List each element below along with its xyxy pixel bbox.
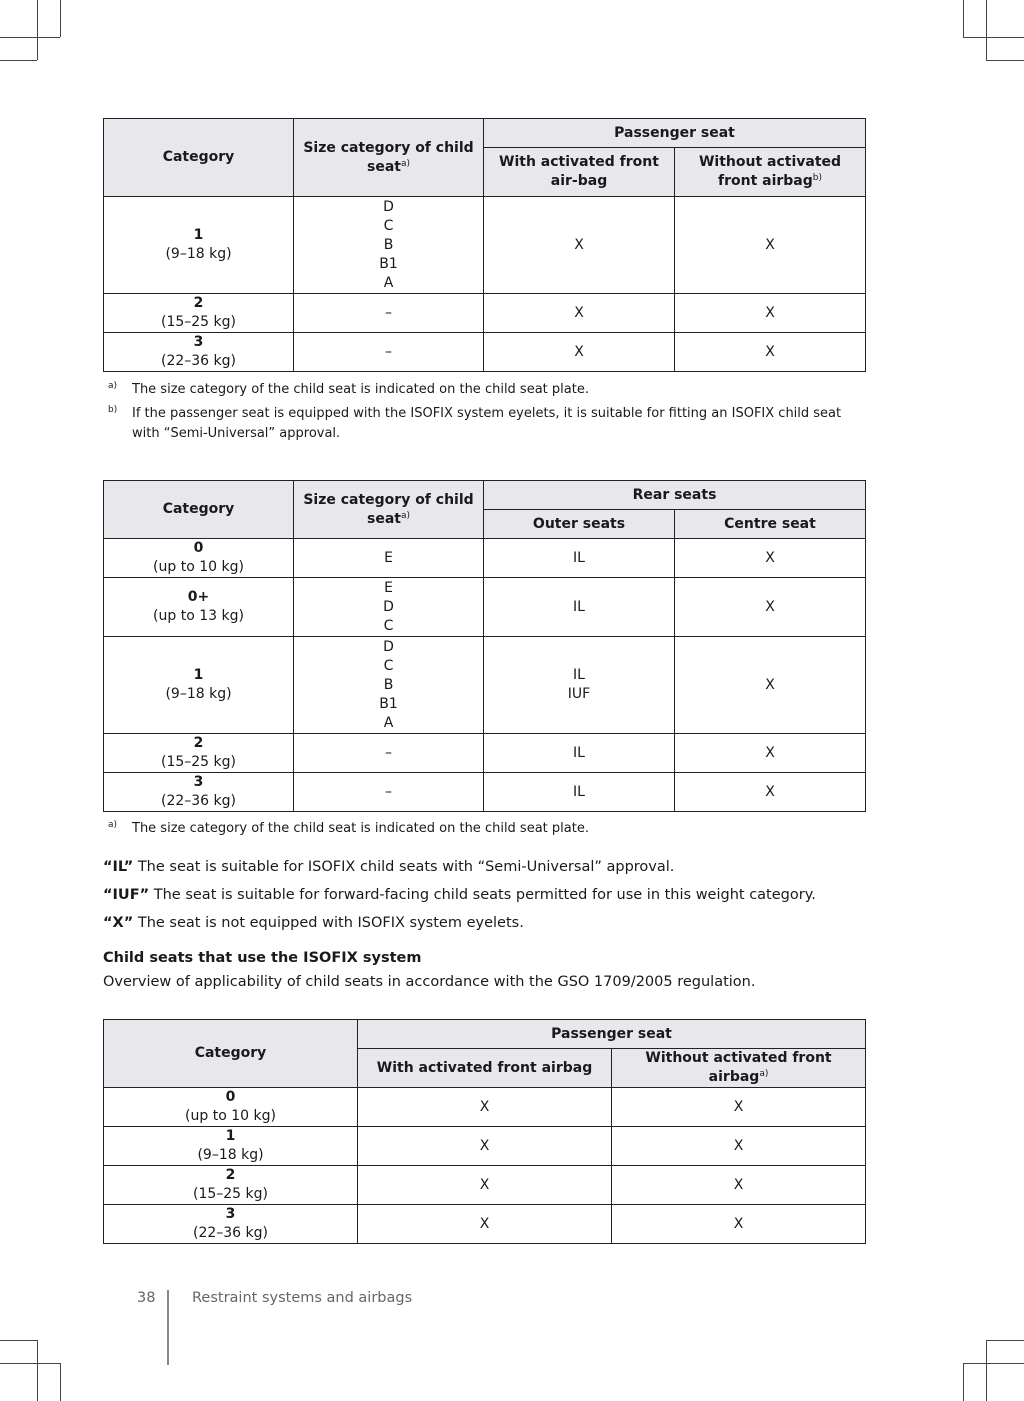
crop-mark <box>37 1340 38 1401</box>
category-number: 0 <box>225 1089 236 1105</box>
weight-range: (9–18 kg) <box>165 246 232 262</box>
section-heading: Child seats that use the ISOFIX system <box>103 950 422 966</box>
size-cell-line: B1 <box>379 255 398 272</box>
size-cell-line: D <box>383 638 394 655</box>
weight-range: (15–25 kg) <box>161 314 236 330</box>
without-airbag-cell: X <box>612 1088 866 1127</box>
size-cell <box>294 333 484 372</box>
category-cell <box>104 578 294 637</box>
category-cell <box>104 637 294 734</box>
category-number: 3 <box>193 334 204 350</box>
size-cell-line: D <box>383 198 394 215</box>
category-number: 3 <box>225 1206 236 1222</box>
header-outer-seats: Outer seats <box>484 510 675 539</box>
weight-range: (15–25 kg) <box>193 1186 268 1202</box>
without-airbag-cell: X <box>675 197 866 294</box>
size-cell-line: – <box>385 783 392 800</box>
weight-range: (15–25 kg) <box>161 754 236 770</box>
passenger-seat-table <box>103 118 866 372</box>
crop-mark <box>986 60 1024 61</box>
outer-seats-cell-line: IUF <box>567 686 591 702</box>
category-cell <box>104 197 294 294</box>
header-category: Category <box>104 1020 358 1088</box>
header-category: Category <box>104 119 294 197</box>
size-cell <box>294 197 484 294</box>
header-category: Category <box>104 481 294 539</box>
footer-divider <box>167 1290 169 1365</box>
table-row <box>104 1088 866 1127</box>
weight-range: (up to 10 kg) <box>185 1108 276 1124</box>
table-row <box>104 637 866 734</box>
crop-mark <box>963 0 964 37</box>
footnote: a) The size category of the child seat is indicated on the child seat plate. <box>108 381 589 397</box>
with-airbag-cell: X <box>484 333 675 372</box>
outer-seats-cell <box>484 734 675 773</box>
footnote: a) The size category of the child seat is indicated on the child seat plate. <box>108 820 589 836</box>
table-row <box>104 539 866 578</box>
category-cell <box>104 1205 358 1244</box>
isofix-passenger-table <box>103 1019 866 1244</box>
without-airbag-cell: X <box>612 1127 866 1166</box>
crop-mark <box>986 1340 987 1401</box>
crop-mark <box>37 0 38 60</box>
header-size-category: Size category of child seat$^{a)}$ <box>294 119 484 197</box>
rear-seats-table <box>103 480 866 812</box>
size-cell-line: A <box>383 714 394 731</box>
crop-mark <box>0 37 60 38</box>
size-cell <box>294 539 484 578</box>
table-row <box>104 333 866 372</box>
size-cell <box>294 734 484 773</box>
weight-range: (22–36 kg) <box>161 793 236 809</box>
with-airbag-cell: X <box>358 1127 612 1166</box>
without-airbag-cell: X <box>675 294 866 333</box>
category-number: 3 <box>193 774 204 790</box>
category-number: 0+ <box>187 589 210 605</box>
table-row <box>104 734 866 773</box>
crop-mark <box>60 0 61 37</box>
category-cell <box>104 539 294 578</box>
size-cell-line: B1 <box>379 695 398 712</box>
size-cell-line: E <box>384 579 393 596</box>
category-cell <box>104 294 294 333</box>
with-airbag-cell: X <box>358 1088 612 1127</box>
size-cell-line: B <box>383 676 394 693</box>
legend-il: “IL” The seat is suitable for ISOFIX child seats with “Semi-Universal” approval. <box>103 859 675 875</box>
crop-mark <box>60 1363 61 1401</box>
weight-range: (up to 13 kg) <box>153 608 244 624</box>
outer-seats-cell-line: IL <box>573 598 585 615</box>
crop-mark <box>963 1363 964 1401</box>
legend-x: “X” The seat is not equipped with ISOFIX system eyelets. <box>103 915 524 931</box>
outer-seats-cell <box>484 637 675 734</box>
outer-seats-cell-line: IL <box>573 744 585 761</box>
size-cell-line: C <box>383 617 394 634</box>
header-rear-seats: Rear seats <box>484 481 866 510</box>
crop-mark <box>0 1340 37 1341</box>
table-row <box>104 1127 866 1166</box>
centre-seat-cell: X <box>675 773 866 812</box>
header-passenger-seat: Passenger seat <box>358 1020 866 1049</box>
centre-seat-cell: X <box>675 734 866 773</box>
centre-seat-cell: X <box>675 539 866 578</box>
category-number: 1 <box>193 667 204 683</box>
size-cell-line: A <box>383 274 394 291</box>
size-cell <box>294 294 484 333</box>
category-number: 0 <box>193 540 204 556</box>
header-without-airbag: Without activated front airbag$^{b)}$ <box>675 148 866 197</box>
crop-mark <box>0 1363 60 1364</box>
size-cell-line: B <box>383 236 394 253</box>
weight-range: (9–18 kg) <box>165 686 232 702</box>
without-airbag-cell: X <box>612 1166 866 1205</box>
size-cell <box>294 773 484 812</box>
category-cell <box>104 333 294 372</box>
crop-mark <box>0 60 37 61</box>
size-cell-line: – <box>385 304 392 321</box>
outer-seats-cell-line: IL <box>573 549 585 566</box>
size-cell-line: C <box>383 217 394 234</box>
crop-mark <box>986 1340 1024 1341</box>
outer-seats-cell <box>484 773 675 812</box>
weight-range: (9–18 kg) <box>197 1147 264 1163</box>
with-airbag-cell: X <box>484 294 675 333</box>
size-cell <box>294 578 484 637</box>
table-row <box>104 1205 866 1244</box>
header-centre-seat: Centre seat <box>675 510 866 539</box>
crop-mark <box>963 1363 1024 1364</box>
without-airbag-cell: X <box>612 1205 866 1244</box>
without-airbag-cell: X <box>675 333 866 372</box>
size-cell <box>294 637 484 734</box>
category-number: 1 <box>225 1128 236 1144</box>
footer-section-title: Restraint systems and airbags <box>192 1290 413 1306</box>
size-cell-line: C <box>383 657 394 674</box>
outer-seats-cell <box>484 578 675 637</box>
section-intro: Overview of applicability of child seats in accordance with the GSO 1709/2005 regulation. <box>103 974 756 990</box>
weight-range: (22–36 kg) <box>161 353 236 369</box>
outer-seats-cell-line: IL <box>573 667 585 683</box>
table-row <box>104 197 866 294</box>
table-row <box>104 578 866 637</box>
crop-mark <box>986 0 987 60</box>
category-cell <box>104 773 294 812</box>
table-row <box>104 773 866 812</box>
size-cell-line: – <box>385 744 392 761</box>
outer-seats-cell-line: IL <box>573 783 585 800</box>
weight-range: (22–36 kg) <box>193 1225 268 1241</box>
category-cell <box>104 734 294 773</box>
category-cell <box>104 1166 358 1205</box>
outer-seats-cell <box>484 539 675 578</box>
table-row <box>104 294 866 333</box>
centre-seat-cell: X <box>675 637 866 734</box>
category-cell <box>104 1127 358 1166</box>
header-size-category: Size category of child seat$^{a)}$ <box>294 481 484 539</box>
legend-iuf: “IUF” The seat is suitable for forward-facing child seats permitted for use in this weight category. <box>103 887 816 903</box>
footnote: b) If the passenger seat is equipped with the ISOFIX system eyelets, it is suitable for fitting an ISOFIX child seat with “Semi-Universal” approval. <box>108 405 842 441</box>
category-number: 2 <box>193 735 204 751</box>
header-with-airbag: With activated front air-bag <box>484 148 675 197</box>
header-with-airbag: With activated front airbag <box>358 1049 612 1088</box>
category-cell <box>104 1088 358 1127</box>
category-number: 2 <box>193 295 204 311</box>
weight-range: (up to 10 kg) <box>153 559 244 575</box>
category-number: 1 <box>193 227 204 243</box>
header-passenger-seat: Passenger seat <box>484 119 866 148</box>
page-number: 38 <box>137 1290 156 1306</box>
size-cell-line: D <box>383 598 394 615</box>
with-airbag-cell: X <box>358 1205 612 1244</box>
header-without-airbag: Without activated front airbag$^{a)}$ <box>612 1049 866 1088</box>
with-airbag-cell: X <box>484 197 675 294</box>
with-airbag-cell: X <box>358 1166 612 1205</box>
crop-mark <box>963 37 1024 38</box>
size-cell-line: E <box>384 549 393 566</box>
category-number: 2 <box>225 1167 236 1183</box>
size-cell-line: – <box>385 343 392 360</box>
centre-seat-cell: X <box>675 578 866 637</box>
table-row <box>104 1166 866 1205</box>
